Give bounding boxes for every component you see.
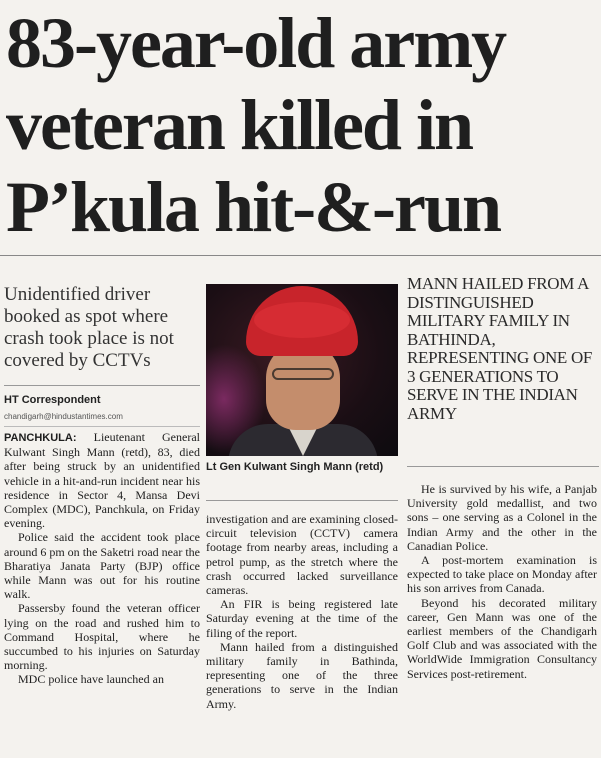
divider: [407, 466, 599, 467]
deck: Unidentified driver booked as spot where crash took place is not covered by CCTVs: [4, 284, 174, 371]
paragraph-text: Lieutenant General Kulwant Singh Mann (retd), 83, died after being struck by an unidentified vehicle in a hit-and-run incident near his residence in Sector 4, Mansa Devi Complex (MDC), Panchkula, on Friday evening.: [4, 430, 200, 531]
paragraph: Police said the accident took place around 6 pm on the Saketri road near the Bharatiya Janata Party (BJP) office while Mann was out for his routine walk.: [4, 530, 200, 602]
headline: 83-year-old army veteran killed in P’kula hit-&-run: [6, 3, 506, 247]
paragraph: Passersby found the veteran officer lying on the road and rushed him to Command Hospital, where he succumbed to his injuries on Saturday morning.: [4, 601, 200, 673]
divider: [206, 500, 398, 501]
pull-quote: MANN HAILED FROM A DISTINGUISHED MILITARY FAMILY IN BATHINDA, REPRESENTING ONE OF 3 GENERATIONS TO SERVE IN THE INDIAN ARMY: [407, 274, 593, 423]
paragraph: MDC police have launched an: [18, 672, 164, 687]
byline: HT Correspondent: [4, 394, 101, 406]
portrait-photo: [206, 284, 398, 456]
divider: [4, 426, 200, 427]
body-column-1: [4, 430, 200, 687]
paragraph: He is survived by his wife, a Panjab University gold medallist, and two sons – one serving as a Colonel in the Indian Army and the other in the Canadian Police.: [407, 482, 597, 553]
dateline: PANCHKULA:: [4, 432, 77, 444]
divider: [4, 385, 200, 386]
paragraph: Mann hailed from a distinguished military family in Bathinda, representing one of the three generations to serve in the Indian Army.: [206, 639, 398, 711]
paragraph: investigation and are examining closed-circuit television (CCTV) camera footage from nearby areas, including a petrol pump, as the stretch where the crash occurred lacked surveillance cameras.: [206, 512, 398, 598]
divider: [0, 255, 601, 256]
paragraph: [4, 430, 200, 530]
paragraph: Beyond his decorated military career, Gen Mann was one of the earliest members of the Chandigarh Golf Club and was associated with the WorldWide Immigration Consultancy Services post-retirement.: [407, 595, 597, 681]
body-column-3: [407, 482, 597, 681]
paragraph: A post-mortem examination is expected to take place on Monday after his son arrives from Canada.: [407, 553, 597, 596]
photo-caption: Lt Gen Kulwant Singh Mann (retd): [206, 461, 384, 473]
body-column-2: [206, 512, 398, 711]
paragraph: An FIR is being registered late Saturday evening at the time of the filing of the report.: [206, 597, 398, 640]
byline-email: chandigarh@hindustantimes.com: [4, 412, 123, 421]
